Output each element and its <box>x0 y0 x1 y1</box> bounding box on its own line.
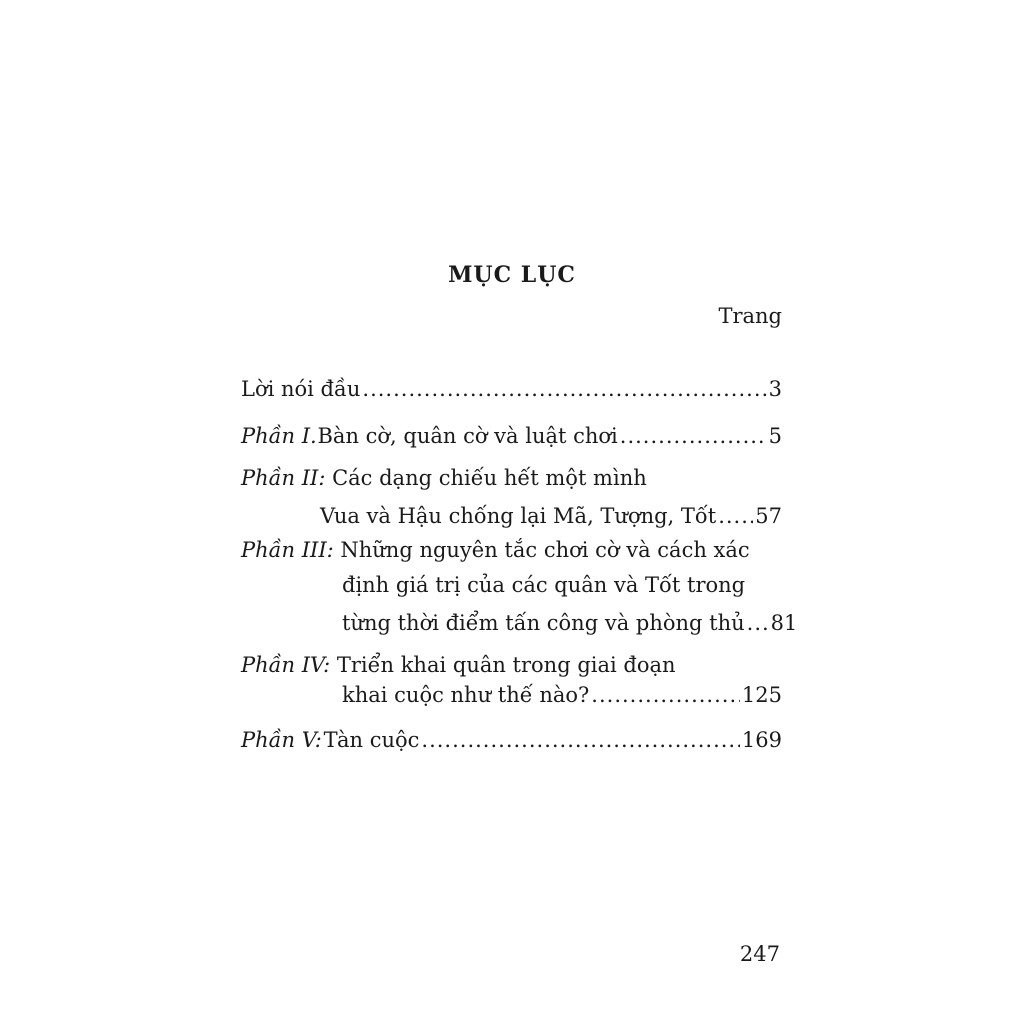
toc-entry-text: Tàn cuộc <box>323 728 420 752</box>
toc-entry-part-4-line-1 <box>241 655 676 676</box>
dot-leader <box>620 424 767 448</box>
toc-entry-page: 169 <box>741 728 782 752</box>
toc-title: MỤC LỤC <box>448 262 576 288</box>
toc-entry-text: Triển khai quân trong giai đoạn <box>336 653 676 677</box>
toc-entry-part-3-line-1 <box>241 540 750 561</box>
dot-leader <box>362 377 766 401</box>
toc-entry-part-2-line-2 <box>320 504 782 528</box>
toc-entry-page: 57 <box>755 504 782 528</box>
toc-entry-text: từng thời điểm tấn công và phòng thủ <box>342 611 745 635</box>
toc-entry-part-5 <box>241 728 782 752</box>
toc-entry-label: Phần II: <box>241 466 333 490</box>
toc-entry-part-4-line-2 <box>342 683 782 707</box>
toc-entry-text: Các dạng chiếu hết một mình <box>332 466 647 490</box>
dot-leader <box>421 728 740 752</box>
toc-entry-part-2-line-1 <box>241 468 647 489</box>
toc-entry-part-3-line-3 <box>342 611 798 635</box>
toc-entry-label: Phần V: <box>241 728 322 752</box>
toc-entry-label: Phần III: <box>241 538 341 562</box>
dot-leader <box>718 504 753 528</box>
toc-entry-preface <box>241 377 782 401</box>
dot-leader <box>591 683 740 707</box>
toc-entry-text: khai cuộc như thế nào? <box>342 683 590 707</box>
toc-entry-part-3-line-2: định giá trị của các quân và Tốt trong <box>342 573 746 597</box>
toc-entry-part-1 <box>241 424 782 448</box>
dot-leader <box>747 611 769 635</box>
toc-entry-text: Lời nói đầu <box>241 377 361 401</box>
page-column-label: Trang <box>718 304 782 328</box>
toc-entry-page: 81 <box>770 611 798 635</box>
toc-entry-page: 3 <box>768 377 782 401</box>
toc-entry-text: Vua và Hậu chống lại Mã, Tượng, Tốt <box>320 504 717 528</box>
toc-entry-page: 5 <box>768 424 782 448</box>
toc-entry-text: Bàn cờ, quân cờ và luật chơi <box>317 424 618 448</box>
toc-entry-page: 125 <box>741 683 782 707</box>
page-number: 247 <box>739 942 780 966</box>
toc-entry-text: Những nguyên tắc chơi cờ và cách xác <box>340 538 750 562</box>
toc-entry-label: Phần I. <box>241 424 317 448</box>
toc-entry-label: Phần IV: <box>241 653 337 677</box>
